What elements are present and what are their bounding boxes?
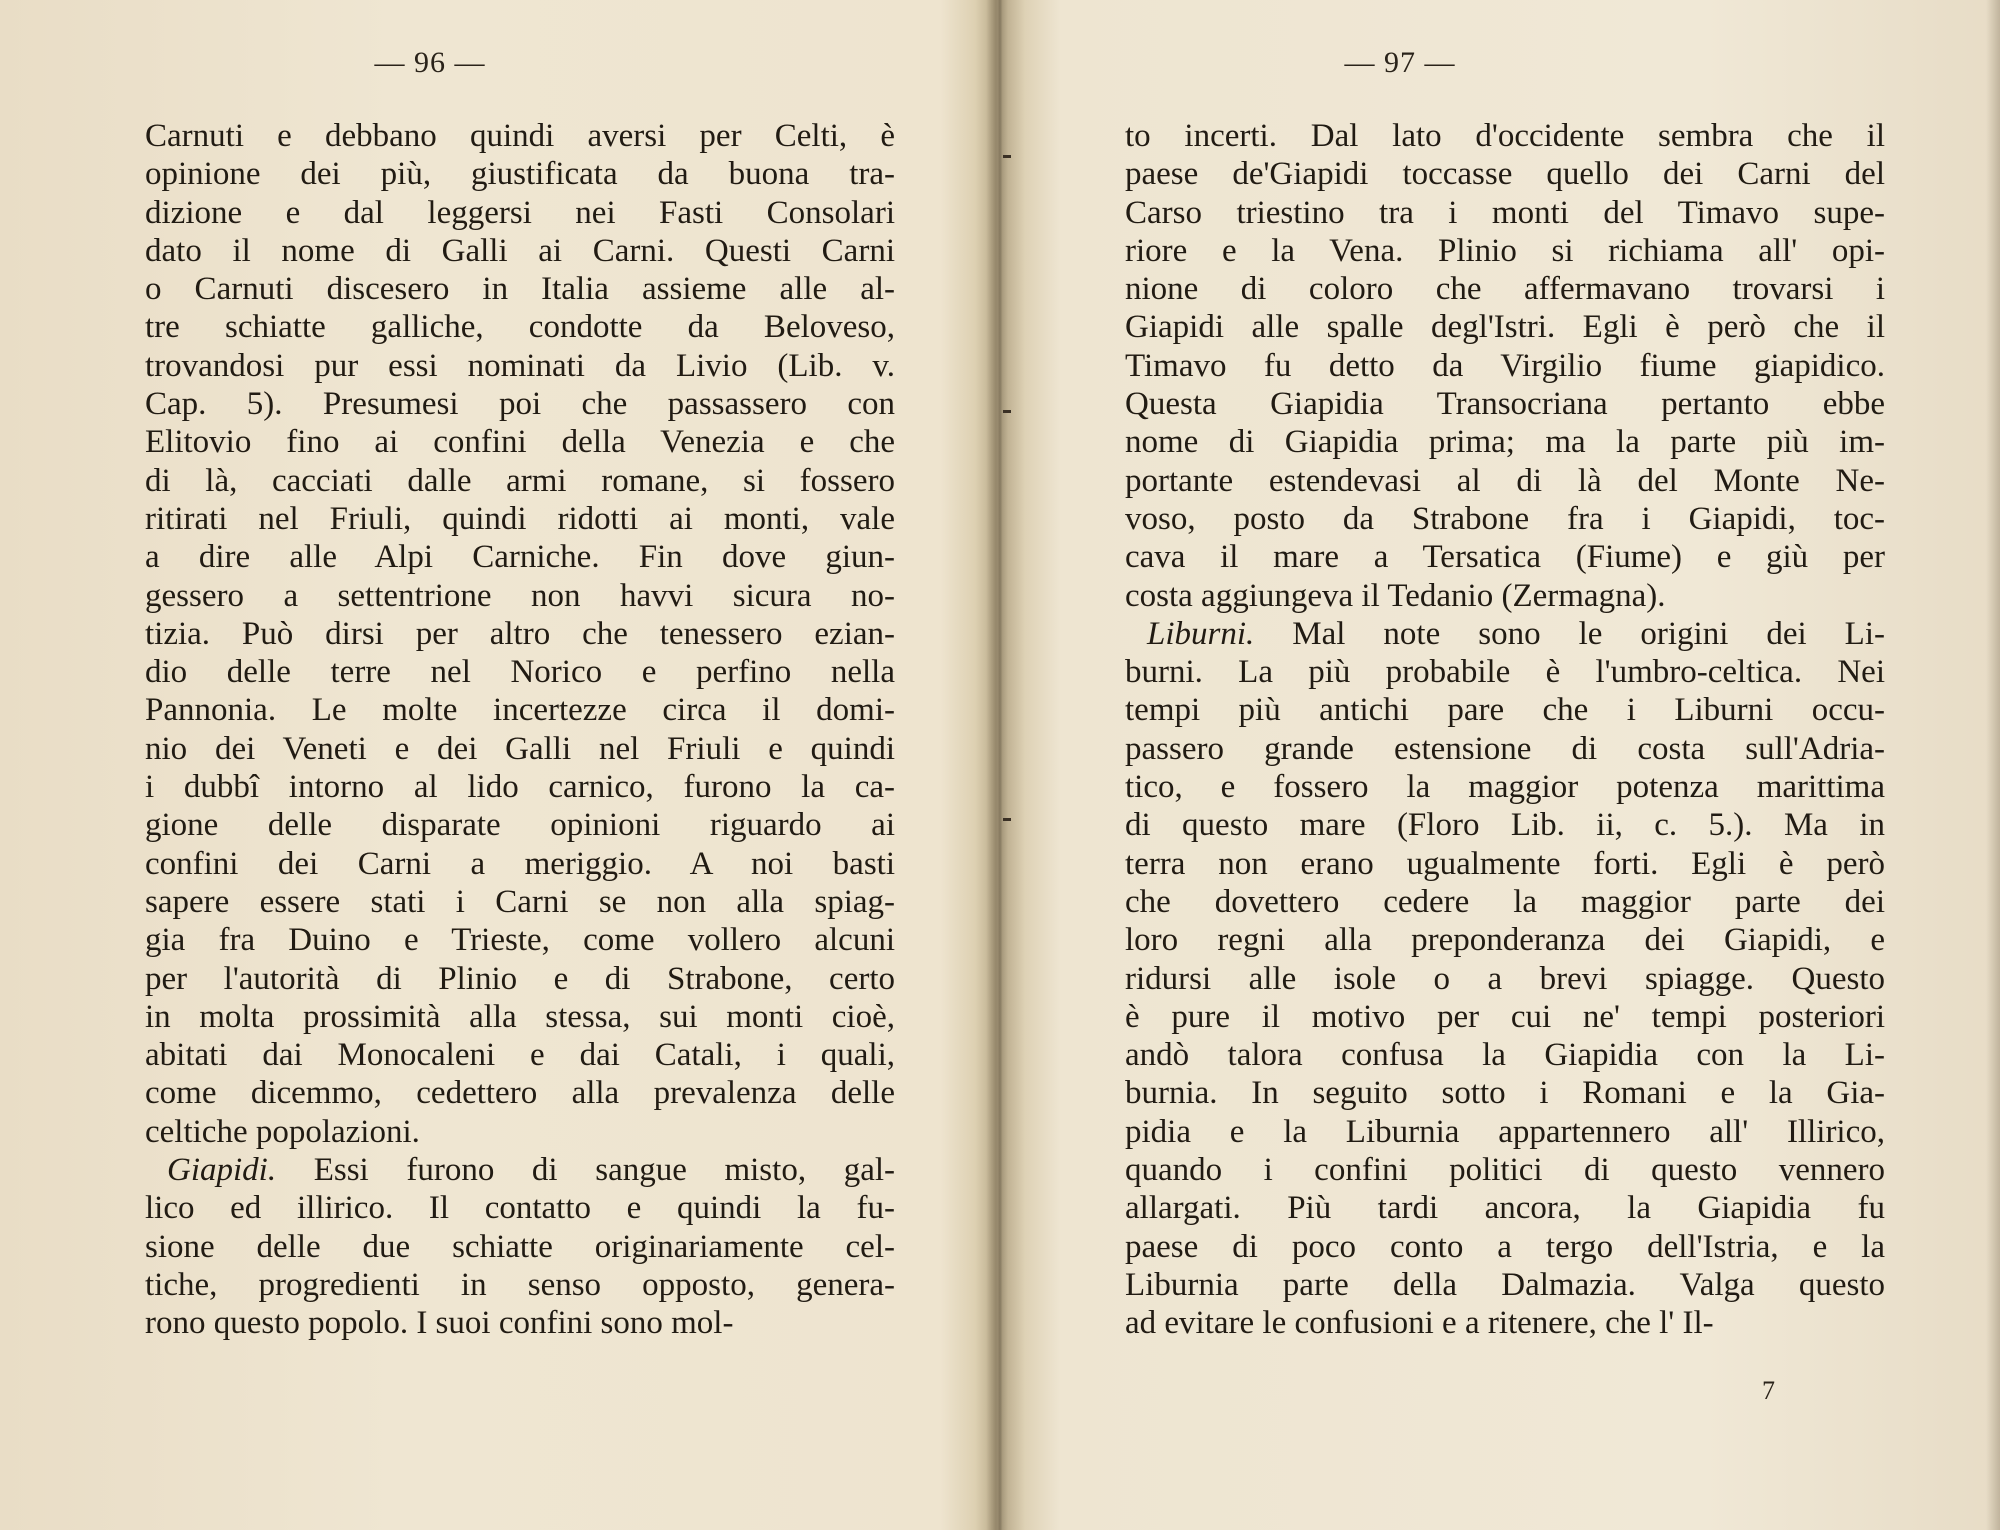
margin-mark [1003, 410, 1011, 413]
text-line: gione delle disparate opinioni riguardo ai [145, 807, 895, 844]
text-line: o Carnuti discesero in Italia assieme alle al- [145, 271, 895, 308]
text-line: Carnuti e debbano quindi aversi per Celti, è [145, 118, 895, 154]
text-line: tiche, progredienti in senso opposto, genera- [145, 1266, 895, 1303]
left-page [0, 0, 990, 1530]
text-line: rono questo popolo. I suoi confini sono mol- [145, 1305, 734, 1342]
text-line: sapere essere stati i Carni se non alla spiag- [145, 883, 895, 920]
text-line: voso, posto da Strabone fra i Giapidi, toc- [1125, 500, 1885, 537]
text-line: tizia. Può dirsi per altro che tenessero ezian- [145, 615, 895, 652]
text-line: quando i confini politici di questo vennero [1125, 1152, 1885, 1189]
text-line: i dubbî intorno al lido carnico, furono la ca- [145, 769, 895, 806]
page-number-header: — 97 — [1344, 46, 1456, 79]
text-line: Giapidi alle spalle degl'Istri. Egli è però che il [1125, 309, 1885, 346]
text-line: tempi più antichi pare che i Liburni occu- [1125, 692, 1885, 729]
page-body-text [1125, 117, 1885, 1343]
text-line: dato il nome di Galli ai Carni. Questi Carni [145, 232, 895, 269]
text-line: Elitovio fino ai confini della Venezia e che [145, 424, 895, 461]
text-line: to incerti. Dal lato d'occidente sembra che il [1125, 118, 1885, 154]
text-line: sione delle due schiatte originariamente cel- [145, 1228, 895, 1265]
page-body-text [145, 117, 895, 1343]
text-line: nione di coloro che affermavano trovarsi i [1125, 271, 1885, 308]
text-line: passero grande estensione di costa sull'Adria- [1125, 730, 1885, 767]
text-line: burni. La più probabile è l'umbro-celtica. Nei [1125, 654, 1885, 691]
section-lead-word: Giapidi. [167, 1152, 277, 1189]
right-page [1010, 0, 2000, 1530]
text-line: Liburni. Mal note sono le origini dei Li- [1147, 615, 1885, 652]
text-line: è pure il motivo per cui ne' tempi posteriori [1125, 998, 1885, 1035]
text-line: lico ed illirico. Il contatto e quindi la fu- [145, 1190, 895, 1227]
text-line: Pannonia. Le molte incertezze circa il domi- [145, 692, 895, 729]
text-line: tico, e fossero la maggior potenza marittima [1125, 769, 1885, 806]
text-line: opinione dei più, giustificata da buona tra- [145, 156, 895, 193]
text-line: costa aggiungeva il Tedanio (Zermagna). [1125, 577, 1666, 614]
text-line: celtiche popolazioni. [145, 1113, 420, 1150]
text-line: dizione e dal leggersi nei Fasti Consolari [145, 194, 895, 231]
text-line: ad evitare le confusioni e a ritenere, che l' Il- [1125, 1305, 1714, 1342]
text-line: loro regni alla preponderanza dei Giapidi, e [1125, 922, 1885, 959]
text-line: burnia. In seguito sotto i Romani e la Gia- [1125, 1075, 1885, 1112]
text-line: Timavo fu detto da Virgilio fiume giapidico. [1125, 347, 1885, 384]
text-line: abitati dai Monocaleni e dai Catali, i quali, [145, 1037, 895, 1074]
text-line: portante estendevasi al di là del Monte Ne- [1125, 462, 1885, 499]
text-line: nio dei Veneti e dei Galli nel Friuli e quindi [145, 730, 895, 767]
text-line: di questo mare (Floro Lib. ii, c. 5.). Ma in [1125, 807, 1885, 844]
text-line: di là, cacciati dalle armi romane, si fossero [145, 462, 895, 499]
text-line: tre schiatte galliche, condotte da Beloveso, [145, 309, 895, 346]
text-line: andò talora confusa la Giapidia con la Li- [1125, 1037, 1885, 1074]
signature-mark: 7 [1762, 1376, 1775, 1405]
text-line: ritirati nel Friuli, quindi ridotti ai monti, vale [145, 500, 895, 537]
text-line: gia fra Duino e Trieste, come vollero alcuni [145, 922, 895, 959]
text-line: trovandosi pur essi nominati da Livio (Lib. v. [145, 347, 895, 384]
text-line: gessero a settentrione non havvi sicura no- [145, 577, 895, 614]
text-line: cava il mare a Tersatica (Fiume) e giù per [1125, 539, 1885, 576]
text-line: terra non erano ugualmente forti. Egli è però [1125, 845, 1885, 882]
text-line: paese di poco conto a tergo dell'Istria, e la [1125, 1228, 1885, 1265]
text-line: come dicemmo, cedettero alla prevalenza delle [145, 1075, 895, 1112]
text-line: nome di Giapidia prima; ma la parte più im- [1125, 424, 1885, 461]
text-line: allargati. Più tardi ancora, la Giapidia fu [1125, 1190, 1885, 1227]
text-line: Questa Giapidia Transocriana pertanto ebbe [1125, 386, 1885, 423]
text-line: Liburnia parte della Dalmazia. Valga questo [1125, 1266, 1885, 1303]
margin-mark [1003, 155, 1011, 158]
text-line: per l'autorità di Plinio e di Strabone, certo [145, 960, 895, 997]
text-line: Giapidi. Essi furono di sangue misto, gal- [167, 1152, 895, 1189]
text-line: paese de'Giapidi toccasse quello dei Carni del [1125, 156, 1885, 193]
text-line: pidia e la Liburnia appartennero all' Illirico, [1125, 1113, 1885, 1150]
text-line: Carso triestino tra i monti del Timavo supe- [1125, 194, 1885, 231]
text-line: dio delle terre nel Norico e perfino nella [145, 654, 895, 691]
text-line: a dire alle Alpi Carniche. Fin dove giun- [145, 539, 895, 576]
text-line: che dovettero cedere la maggior parte dei [1125, 883, 1885, 920]
section-lead-word: Liburni. [1147, 615, 1255, 652]
text-line: Cap. 5). Presumesi poi che passassero con [145, 386, 895, 423]
page-number-header: — 96 — [374, 46, 486, 79]
margin-mark [1003, 818, 1011, 821]
text-line: riore e la Vena. Plinio si richiama all' opi- [1125, 232, 1885, 269]
text-line: confini dei Carni a meriggio. A noi basti [145, 845, 895, 882]
text-line: in molta prossimità alla stessa, sui monti cioè, [145, 998, 895, 1035]
text-line: ridursi alle isole o a brevi spiagge. Questo [1125, 960, 1885, 997]
